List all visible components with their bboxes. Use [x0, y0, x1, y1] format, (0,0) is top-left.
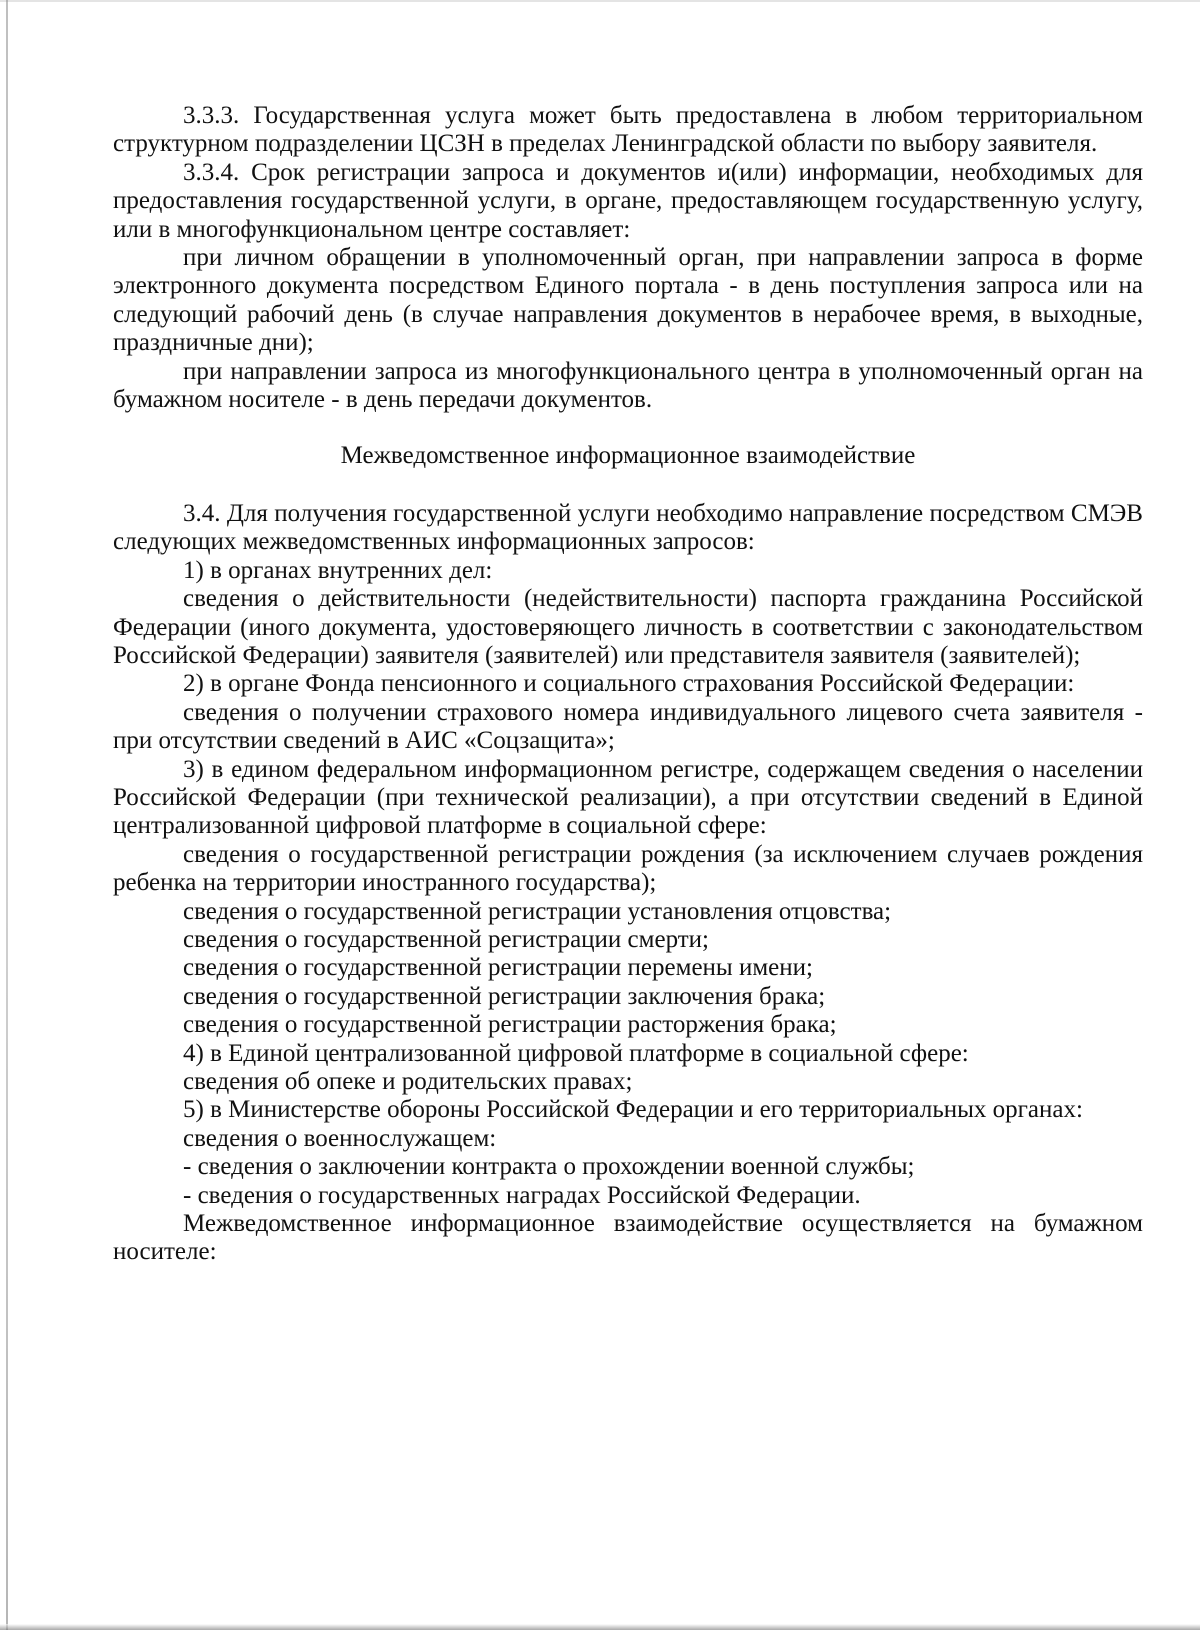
list-item-state-awards: - сведения о государственных наградах Российской Федерации.: [183, 1181, 861, 1209]
list-item-guardianship-info: сведения об опеке и родительских правах;: [183, 1068, 633, 1095]
paragraph-paper-interaction: Межведомственное информационное взаимодействие осуществляется на бумажном носителе:: [113, 1210, 1143, 1266]
section-heading: Межведомственное информационное взаимодействие: [340, 442, 916, 470]
list-item-2: 2) в органе Фонда пенсионного и социального страхования Российской Федерации:: [183, 670, 1075, 698]
paragraph-3-4: 3.4. Для получения государственной услуги необходимо направление посредством СМЭВ следующих межведомственных информационных запросов:: [113, 499, 1143, 556]
list-item-military-info: сведения о военнослужащем:: [183, 1124, 497, 1152]
paragraph-3-3-3: 3.3.3. Государственная услуга может быть предоставлена в любом территориальном структурном подразделении ЦСЗН в пределах Ленинградской области по выбору заявителя.: [113, 102, 1143, 158]
list-item-marriage-registration: сведения о государственной регистрации заключения брака;: [183, 982, 826, 1010]
list-item-1: 1) в органах внутренних дел:: [183, 556, 493, 584]
list-item-passport-info: сведения о действительности (недействительности) паспорта гражданина Российской Федерации (иного документа, удостоверяющего личность в соответствии с законодательством Российской Федерации) заявителя (заявителей) или представителя заявителя (заявителей);: [113, 585, 1143, 669]
paragraph-3-3-4: 3.3.4. Срок регистрации запроса и документов и(или) информации, необходимых для предоставления государственной услуги, в органе, предоставляющем государственную услугу, или в многофункциональном центре составляет:: [113, 158, 1143, 243]
document-page: [113, 102, 1143, 1267]
list-item-birth-registration: сведения о государственной регистрации рождения (за исключением случаев рождения ребенка на территории иностранного государства);: [113, 840, 1143, 897]
scan-border-bottom: [0, 1624, 1200, 1630]
list-item-3: 3) в едином федеральном информационном регистре, содержащем сведения о населении Российской Федерации (при технической реализации), а при отсутствии сведений в Единой централизованной цифровой платформе в социальной сфере:: [113, 755, 1143, 840]
paragraph-mfc-request: при направлении запроса из многофункционального центра в уполномоченный орган на бумажном носителе - в день передачи документов.: [113, 357, 1143, 414]
list-item-snils-info: сведения о получении страхового номера индивидуального лицевого счета заявителя - при отсутствии сведений в АИС «Соцзащита»;: [113, 698, 1143, 755]
list-item-5: 5) в Министерстве обороны Российской Федерации и его территориальных органах:: [183, 1096, 1083, 1124]
list-item-paternity-registration: сведения о государственной регистрации установления отцовства;: [183, 897, 892, 925]
list-item-military-contract: - сведения о заключении контракта о прохождении военной службы;: [183, 1153, 915, 1181]
scan-border-left: [6, 0, 8, 1630]
list-item-divorce-registration: сведения о государственной регистрации расторжения брака;: [183, 1011, 837, 1039]
list-item-name-change-registration: сведения о государственной регистрации перемены имени;: [183, 954, 813, 982]
list-item-death-registration: сведения о государственной регистрации смерти;: [183, 925, 709, 953]
scan-border-top: [0, 0, 1200, 2]
list-item-4: 4) в Единой централизованной цифровой платформе в социальной сфере:: [183, 1039, 969, 1067]
paragraph-personal-appeal: при личном обращении в уполномоченный орган, при направлении запроса в форме электронного документа посредством Единого портала - в день поступления запроса или на следующий рабочий день (в случае направления документов в нерабочее время, в выходные, праздничные дни);: [113, 244, 1143, 357]
